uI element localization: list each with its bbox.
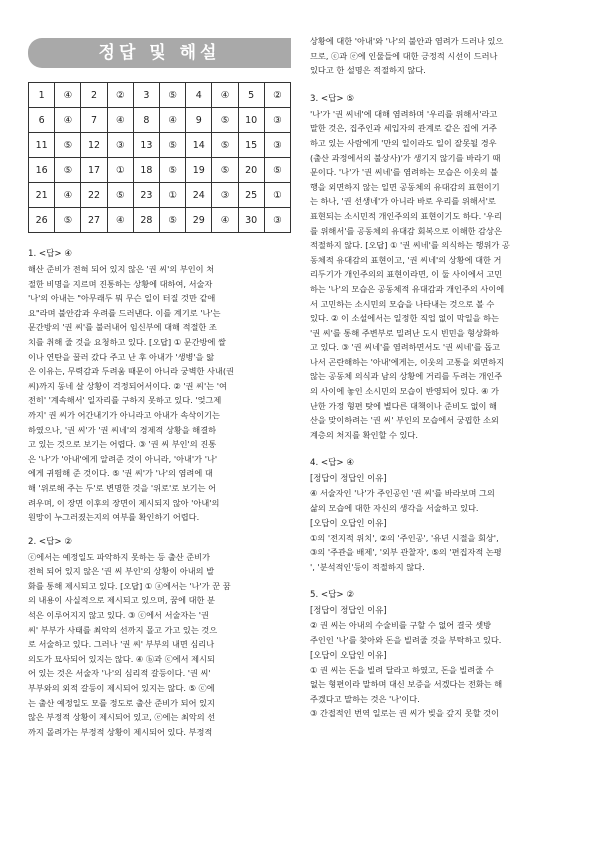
text-line: 이나 연탄을 꿀러 갔다 주고 난 후 아내가 '생병'을 앓 <box>28 351 215 362</box>
text-line: 부부와의 외적 갈등이 제시되어 있지는 않다. ⑤ ⓒ에 <box>28 683 215 694</box>
question-3-explanation <box>310 107 574 443</box>
text-line: 의 사이에 놓인 소시민의 모습이 반영되어 있다. ④ 가 <box>310 386 499 397</box>
answer-cell: ⑤ <box>55 208 81 233</box>
answer-cell: ③ <box>107 133 133 158</box>
answer-row <box>29 158 291 183</box>
question-number-cell: 14 <box>186 133 212 158</box>
question-4-correct-reason <box>310 486 574 515</box>
text-line: 해산 준비가 전혀 되어 있지 않은 '권 씨'의 부인이 처 <box>28 264 215 274</box>
text-line: 의도가 묘사되어 있지는 않다. ④ ⓑ과 ⓒ에서 제시되 <box>28 653 215 664</box>
text-line: 문이다. '나'가 '권 씨네'를 염려하는 모습은 이웃의 불 <box>310 167 499 178</box>
text-line: '나'가 '권 씨네'에 대해 염려하며 '우리를 위해서'라고 <box>310 108 498 119</box>
answer-cell: ④ <box>107 108 133 133</box>
right-column <box>310 34 574 721</box>
answer-cell: ④ <box>212 208 238 233</box>
question-number-cell: 30 <box>238 208 264 233</box>
text-line: 리두기가 개인주의의 표현이라면, 이 둘 사이에서 고민 <box>310 269 503 280</box>
text-line: 해 '위로해 주는 두'로 변명한 것을 '위로'로 보기는 어 <box>28 482 217 493</box>
answer-cell: ① <box>160 183 186 208</box>
question-number-cell: 18 <box>133 158 159 183</box>
answer-row <box>29 208 291 233</box>
text-line: 려우며, 이 장면 이후의 장면이 제시되지 않아 '아내'의 <box>28 497 220 508</box>
text-line: '나'의 아내는 "아무래두 뭐 무슨 일이 터질 것만 같애 <box>28 293 216 304</box>
question-2-explanation <box>28 550 291 740</box>
answer-cell: ⑤ <box>160 158 186 183</box>
text-line: 문간방의 '권 씨'를 불러내어 임신부에 대해 적절한 조 <box>28 322 217 333</box>
question-5-correct-reason <box>310 618 574 647</box>
section-title: 정답 및 해설 <box>28 38 291 68</box>
text-line: 므로, ⓒ과 ⓔ에 인물들에 대한 긍정적 시선이 드러나 <box>310 50 498 61</box>
question-number-cell: 3 <box>133 83 159 108</box>
question-4-wrong-reason <box>310 531 574 575</box>
question-number-cell: 2 <box>81 83 107 108</box>
question-number-cell: 12 <box>81 133 107 158</box>
text-line: 난한 가정 형편 탓에 별다른 대책이나 준비도 없이 해 <box>310 400 497 411</box>
answer-table <box>28 82 291 233</box>
text-line: ① 권 씨는 돈을 빌려 달라고 하였고, 돈을 빌려줄 수 <box>310 664 494 675</box>
answer-cell: ② <box>107 83 133 108</box>
text-line: 고 있다. ③ '권 씨네'를 염려하면서도 '권 씨네'를 돕고 <box>310 342 501 353</box>
text-line: ①의 '전지적 위치', ②의 '주인공', '유년 시절을 회상', <box>310 532 499 543</box>
text-line: 절한 비명을 지르며 진통하는 상황에 대하여, 서술자 <box>28 278 213 289</box>
text-line: 계층의 처지를 확인할 수 있다. <box>310 429 418 440</box>
text-line: 의 내용이 사실적으로 제시되고 있으며, 꿈에 대한 분 <box>28 595 215 606</box>
question-number-cell: 28 <box>133 208 159 233</box>
question-number-cell: 23 <box>133 183 159 208</box>
text-line: 는 출산 예정일도 모를 정도로 출산 준비가 되어 있지 <box>28 697 215 708</box>
text-line: 있다. ② 이 소설에서는 일정한 직업 없이 막일을 하는 <box>310 313 499 324</box>
question-number-cell: 11 <box>29 133 55 158</box>
answer-row <box>29 133 291 158</box>
text-line: 없는 형편이라 말하며 대신 보증을 서겠다는 전화는 해 <box>310 679 503 690</box>
text-line: 고 있는 것으로 보기는 어렵다. ③ '권 씨 부인'의 진통 <box>28 439 217 450</box>
question-number-cell: 10 <box>238 108 264 133</box>
text-line: 서 고민하는 소시민의 모습을 나타내는 것으로 볼 수 <box>310 298 495 309</box>
text-line: 적절하지 않다. [오답] ① '권 씨네'를 의식하는 행위가 공 <box>310 240 510 251</box>
text-line: 표현되는 소시민적 개인주의의 표현이기도 하다. '우리 <box>310 210 502 221</box>
question-number-cell: 20 <box>238 158 264 183</box>
text-line: 은 '나'가 '아내'에게 알려준 것이 아니라, '아내'가 '나' <box>28 453 218 464</box>
answer-cell: ⑤ <box>107 183 133 208</box>
question-4-correct-heading: [정답이 정답인 이유] <box>310 473 387 484</box>
question-4-wrong-heading: [오답이 오답인 이유] <box>310 517 387 528</box>
answer-cell: ⑤ <box>212 158 238 183</box>
answer-cell: ④ <box>55 108 81 133</box>
question-number-cell: 6 <box>29 108 55 133</box>
question-number-cell: 7 <box>81 108 107 133</box>
text-line: 석은 이루어지지 않고 있다. ③ ⓒ에서 서술자는 '권 <box>28 610 209 621</box>
question-number-cell: 25 <box>238 183 264 208</box>
question-number-cell: 19 <box>186 158 212 183</box>
question-number-cell: 17 <box>81 158 107 183</box>
text-line: 상황에 대한 '아내'와 '나'의 불안과 염려가 드러나 있으 <box>310 36 504 46</box>
answer-cell: ③ <box>212 183 238 208</box>
answer-cell: ② <box>264 83 290 108</box>
question-3-label: 3. <답> ⑤ <box>310 93 355 104</box>
question-2-label: 2. <답> ② <box>28 536 73 547</box>
answer-cell: ⑤ <box>212 108 238 133</box>
text-line: 는 하나, '권 선생네'가 아니라 바로 우리를 위해서'로 <box>310 196 496 207</box>
text-line: 않은 부정적 상황이 제시되어 있고, ⓔ에는 최악의 선 <box>28 712 216 723</box>
answer-cell: ⑤ <box>264 158 290 183</box>
text-line: 치를 취해 줄 것을 요청하고 있다. [오답] ① 문간방에 쌀 <box>28 336 226 347</box>
text-line: '권 씨'를 통해 주변부로 밀려난 도시 빈민을 형상화하 <box>310 327 499 338</box>
text-line: 까지' 권 씨가 어간내기가 아니라고 아내가 속삭이기는 <box>28 409 220 420</box>
answer-row <box>29 183 291 208</box>
question-number-cell: 24 <box>186 183 212 208</box>
question-5-wrong-reason <box>310 663 574 721</box>
question-number-cell: 13 <box>133 133 159 158</box>
question-1-label: 1. <답> ④ <box>28 249 73 259</box>
text-line: 요"라며 불안감과 우려를 드러낸다. 이를 계기로 '나'는 <box>28 307 221 318</box>
answer-cell: ⑤ <box>160 208 186 233</box>
text-line: ③의 '주관을 배제', '외부 관찰자', ⑤의 '편집자적 논평 <box>310 547 502 558</box>
text-line: 않는 공동체 의식과 남의 상황에 거리를 두려는 개인주 <box>310 371 503 382</box>
text-line: ③ 간접적인 번역 일로는 권 씨가 빚을 갚지 못할 것이 <box>310 708 499 719</box>
answer-cell: ⑤ <box>212 133 238 158</box>
left-column <box>28 38 291 739</box>
text-line: 주겠다고 말하는 것은 '나'이다. <box>310 693 420 704</box>
question-number-cell: 27 <box>81 208 107 233</box>
answer-cell: ① <box>107 158 133 183</box>
text-line: (출산 과정에서의 불상사)'가 생기지 않기를 바라기 때 <box>310 152 501 163</box>
question-number-cell: 16 <box>29 158 55 183</box>
question-5-correct-heading: [정답이 정답인 이유] <box>310 605 387 616</box>
answer-row <box>29 83 291 108</box>
question-number-cell: 21 <box>29 183 55 208</box>
answer-cell: ③ <box>264 108 290 133</box>
text-line: 를 위해서'를 공동체의 유대감 회복으로 이해한 감상은 <box>310 225 502 236</box>
answer-cell: ④ <box>55 83 81 108</box>
question-number-cell: 4 <box>186 83 212 108</box>
text-line: 은 이유는, 무력감과 두려움 때문이 아니라 궁벽한 사내(권 <box>28 366 234 377</box>
text-line: 주인인 '나'를 찾아와 돈을 빌려줄 것을 부탁하고 있다. <box>310 635 502 645</box>
text-line: 전히' '계속해서' 일자리를 구하지 못하고 있다. '엊그제 <box>28 395 222 406</box>
answer-cell: ⑤ <box>55 158 81 183</box>
question-1-explanation <box>28 262 291 525</box>
answer-cell: ④ <box>107 208 133 233</box>
question-number-cell: 1 <box>29 83 55 108</box>
answer-cell: ⑤ <box>55 133 81 158</box>
answer-cell: ④ <box>160 108 186 133</box>
text-line: 에게 귀띔해 준 것이다. ⑤ '권 씨'가 '나'의 염려에 대 <box>28 468 213 479</box>
text-line: 삶의 모습에 대한 자신의 생각을 서술하고 있다. <box>310 503 479 514</box>
text-line: 원망이 누그러졌는지의 여부를 확인하기 어렵다. <box>28 512 200 523</box>
text-line: 산을 맞이하려는 '권 씨' 부인의 모습에서 궁핍한 소외 <box>310 415 499 426</box>
text-line: 하였으나, '권 씨'가 '권 씨네'의 경제적 상황을 해결하 <box>28 424 217 435</box>
question-number-cell: 29 <box>186 208 212 233</box>
text-line: 있다고 한 설명은 적절하지 않다. <box>310 65 426 76</box>
answer-cell: ⑤ <box>160 133 186 158</box>
question-number-cell: 26 <box>29 208 55 233</box>
question-number-cell: 5 <box>238 83 264 108</box>
text-line: 씨)까지 동네 살 상황이 걱정되어서이다. ② '권 씨'는 '여 <box>28 380 227 391</box>
question-number-cell: 15 <box>238 133 264 158</box>
text-line: 동체적 유대감의 표현이고, '권 씨네'의 상황에 대한 거 <box>310 254 502 265</box>
text-line: 로 서술하고 있다. 그러나 '권 씨' 부부의 내면 심리나 <box>28 639 215 650</box>
question-number-cell: 8 <box>133 108 159 133</box>
text-line: 어 있는 것은 서술자 '나'의 심리적 갈등이다. '권 씨' <box>28 668 211 679</box>
text-line: 화를 통해 제시되고 있다. [오답] ① ⓐ에서는 '나'가 꾼 꿈 <box>28 580 231 591</box>
text-line: ② 권 씨는 아내의 수술비를 구할 수 없어 결국 셋방 <box>310 620 492 631</box>
question-2-continued <box>310 34 574 78</box>
text-line: ⓒ에서는 예정일도 파악하지 못하는 등 출산 준비가 <box>28 551 210 562</box>
text-line: 전혀 되어 있지 않은 '권 씨 부인'의 상황이 아내의 발 <box>28 566 215 577</box>
question-5-wrong-heading: [오답이 오답인 이유] <box>310 649 387 660</box>
question-5-label: 5. <답> ② <box>310 590 355 601</box>
answer-cell: ⑤ <box>160 83 186 108</box>
text-line: 씨' 부부가 사태를 최악의 선까지 몰고 가고 있는 것으 <box>28 624 218 635</box>
text-line: 행을 외면하지 않는 일면 공동체의 유대감의 표현이기 <box>310 181 500 192</box>
answer-cell: ④ <box>55 183 81 208</box>
question-4-label: 4. <답> ④ <box>310 458 355 469</box>
answer-cell: ④ <box>212 83 238 108</box>
text-line: ④ 서술자인 '나'가 주인공인 '권 씨'를 바라보며 그의 <box>310 488 495 499</box>
answer-cell: ③ <box>264 133 290 158</box>
answer-cell: ① <box>264 183 290 208</box>
answer-row <box>29 108 291 133</box>
text-line: ', '분석적인'등이 적절하지 않다. <box>310 561 425 572</box>
answer-cell: ③ <box>264 208 290 233</box>
question-number-cell: 22 <box>81 183 107 208</box>
question-number-cell: 9 <box>186 108 212 133</box>
text-line: 말한 것은, 집주인과 세입자의 관계로 같은 집에 거주 <box>310 123 497 134</box>
text-line: 하고 있는 사람에게 '만의 일이라도 일이 잘못될 경우 <box>310 137 497 148</box>
text-line: 까지 몰려가는 부정적 상황이 제시되어 있다. 부정적 <box>28 726 213 737</box>
text-line: 하는 '나'의 모습은 공동체적 유대감과 개인주의 사이에 <box>310 283 505 294</box>
text-line: 나서 곤란해하는 '아내'에게는, 이웃의 고통을 외면하지 <box>310 356 505 367</box>
